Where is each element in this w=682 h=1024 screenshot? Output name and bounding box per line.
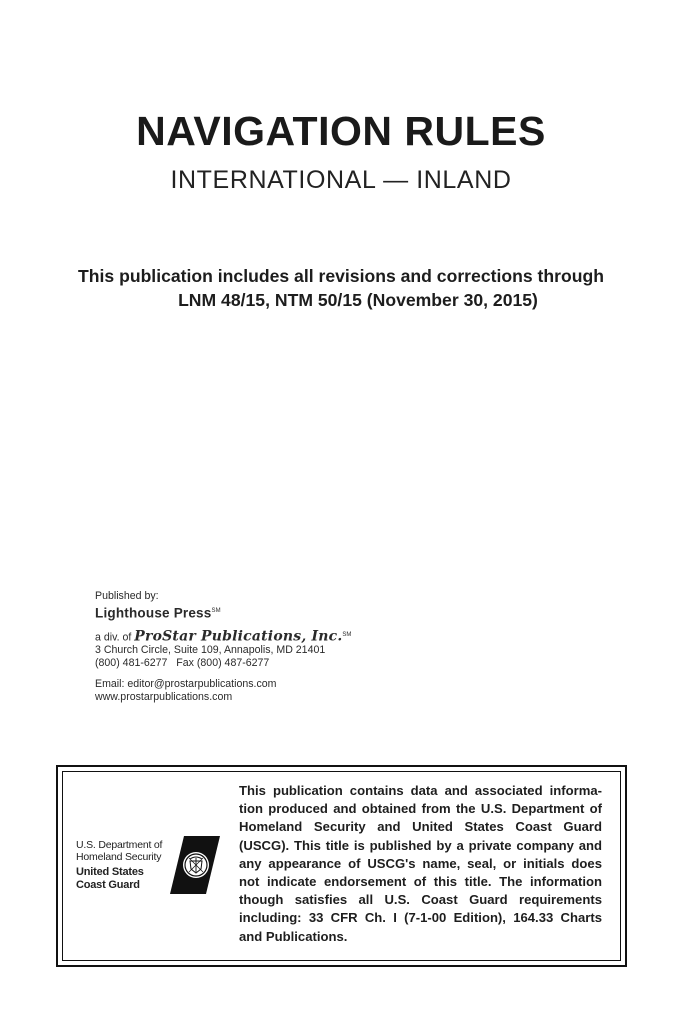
notice-line: and Publications. [239, 928, 348, 944]
dhs-line-1: U.S. Department of [76, 839, 163, 851]
notice-line: though satisfies all U.S. Coast Guard requirements [239, 892, 602, 908]
notice-text [239, 782, 602, 946]
notice-line: any appearance of USCG's name, seal, or initials does [239, 855, 602, 871]
service-mark: SM [211, 608, 221, 614]
published-by-label: Published by: [95, 590, 159, 602]
dhs-line-3: United States [76, 866, 144, 878]
publisher-name [95, 605, 395, 620]
division-name: ProStar Publications, Inc. [134, 628, 343, 645]
division-prefix: a div. of [95, 631, 132, 644]
notice-line: This publication contains data and associated informa- [239, 783, 602, 798]
page-subtitle: INTERNATIONAL — INLAND [170, 166, 512, 194]
dhs-uscg-logo [76, 836, 216, 896]
division-line [95, 629, 395, 645]
revisions-line-2: LNM 48/15, NTM 50/15 (November 30, 2015) [178, 290, 538, 310]
publisher-name-text: Lighthouse Press [95, 605, 212, 621]
dhs-line-4: Coast Guard [76, 879, 140, 891]
notice-line: (USCG). This title is published by a private company and [239, 837, 602, 853]
publisher-email: Email: editor@prostarpublications.com [95, 678, 277, 691]
notice-line: Homeland Security and United States Coast Guard [239, 819, 602, 835]
publisher-phones: (800) 481-6277 Fax (800) 487-6277 [95, 657, 270, 670]
notice-line: not indicate endorsement of this title. The information [239, 874, 602, 890]
publisher-block [95, 590, 395, 704]
revisions-statement [0, 264, 682, 312]
uscg-seal-icon [170, 836, 220, 894]
dhs-logo-text [76, 839, 162, 892]
page-title: NAVIGATION RULES [136, 108, 546, 154]
division-service-mark: SM [342, 631, 352, 638]
dhs-line-2: Homeland Security [76, 851, 162, 863]
revisions-line-1: This publication includes all revisions and corrections through [78, 266, 604, 286]
publisher-website: www.prostarpublications.com [95, 691, 233, 704]
notice-line: tion produced and obtained from the U.S. Department of [239, 801, 602, 817]
notice-line: including: 33 CFR Ch. I (7-1-00 Edition), 164.33 Charts [239, 910, 602, 926]
publisher-address: 3 Church Circle, Suite 109, Annapolis, MD 21401 [95, 644, 326, 657]
